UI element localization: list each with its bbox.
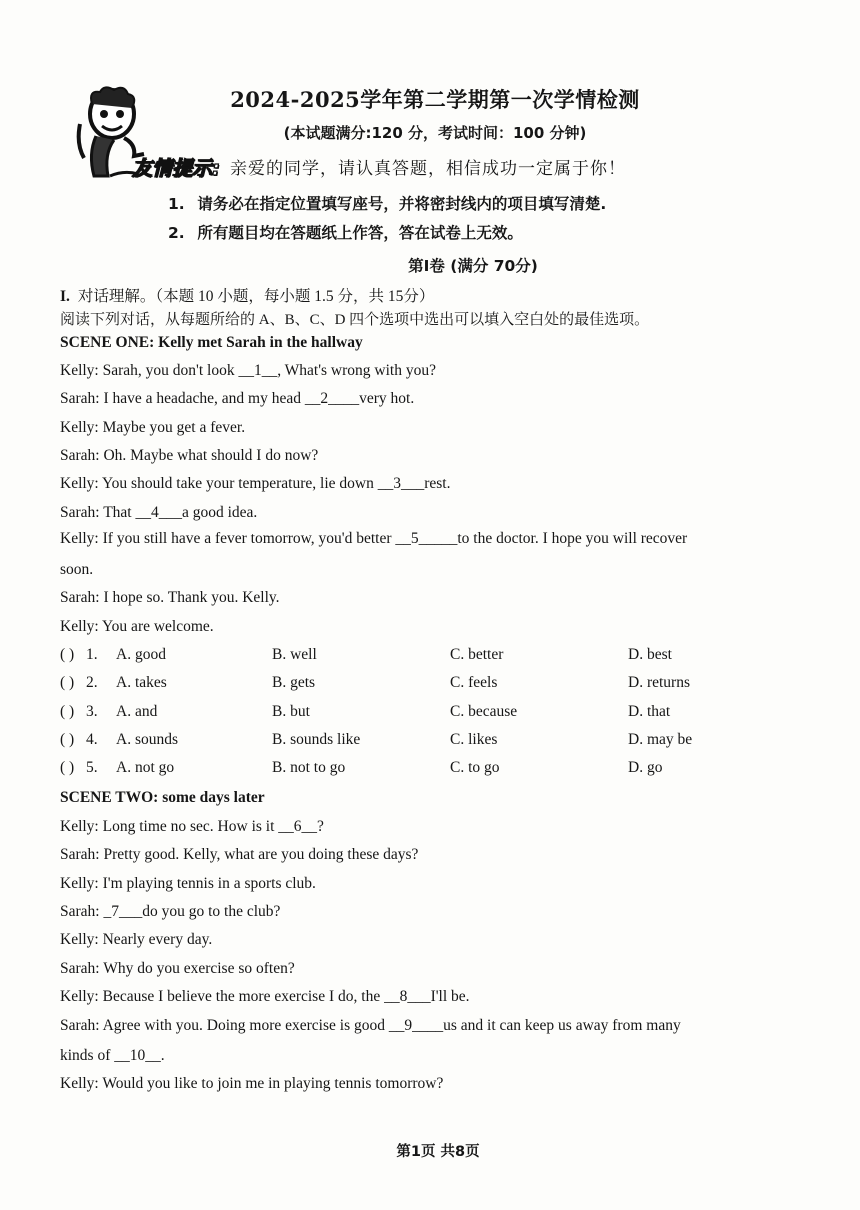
option-d: D. go: [628, 759, 663, 776]
dialogue-line: Sarah: Agree with you. Doing more exercise is good __9____us and it can keep us away from many: [60, 1017, 681, 1034]
option-b: B. but: [272, 703, 310, 720]
friendly-tip: [132, 152, 626, 181]
option-a: A. takes: [116, 674, 167, 691]
option-b: B. sounds like: [272, 731, 361, 748]
option-c: C. feels: [450, 674, 498, 691]
question-number: 3.: [86, 703, 98, 720]
option-a: A. good: [116, 646, 166, 663]
scene-two-title: SCENE TWO: some days later: [60, 789, 265, 806]
option-d: D. best: [628, 646, 672, 663]
option-b: B. not to go: [272, 759, 346, 776]
option-d: D. returns: [628, 674, 690, 691]
scene-one-title: SCENE ONE: Kelly met Sarah in the hallway: [60, 334, 363, 351]
dialogue-line: Kelly: Would you like to join me in playing tennis tomorrow?: [60, 1075, 444, 1092]
notice-item: [168, 221, 523, 243]
option-d: D. may be: [628, 731, 693, 748]
dialogue-line: Kelly: If you still have a fever tomorrow, you'd better __5_____to the doctor. I hope you will recover: [60, 530, 688, 547]
dialogue-line: Kelly: Maybe you get a fever.: [60, 419, 246, 436]
option-a: A. not go: [116, 759, 175, 776]
question-number: 4.: [86, 731, 98, 748]
dialogue-line: Sarah: That __4___a good idea.: [60, 504, 258, 521]
option-b: B. gets: [272, 674, 316, 691]
notice-item: [168, 192, 606, 214]
answer-blank: ( ): [60, 674, 75, 691]
option-a: A. sounds: [116, 731, 179, 748]
question-number: 1.: [86, 646, 98, 663]
exam-subtitle: (本试题满分:120 分，考试时间：100 分钟): [283, 124, 587, 142]
option-a: A. and: [116, 703, 158, 720]
question-number: 2.: [86, 674, 98, 691]
dialogue-line: Sarah: I have a headache, and my head __2____very hot.: [60, 390, 415, 407]
dialogue-line: soon.: [60, 561, 94, 578]
dialogue-line: Sarah: Oh. Maybe what should I do now?: [60, 447, 319, 464]
exam-title: 2024-2025学年第二学期第一次学情检测: [230, 87, 640, 112]
notice-text: 请务必在指定位置填写座号，并将密封线内的项目填写清楚.: [197, 195, 607, 213]
answer-blank: ( ): [60, 703, 75, 720]
dialogue-line: Kelly: Because I believe the more exercise I do, the __8___I'll be.: [60, 988, 470, 1005]
dialogue-line: Kelly: You should take your temperature, lie down __3___rest.: [60, 475, 451, 492]
dialogue-line: Kelly: Nearly every day.: [60, 931, 213, 948]
section-number: I.: [60, 288, 70, 305]
dialogue-line: Sarah: Why do you exercise so often?: [60, 960, 295, 977]
answer-blank: ( ): [60, 731, 75, 748]
answer-blank: ( ): [60, 646, 75, 663]
dialogue-line: Kelly: You are welcome.: [60, 618, 214, 635]
dialogue-line: Sarah: Pretty good. Kelly, what are you doing these days?: [60, 846, 419, 863]
dialogue-line: Kelly: I'm playing tennis in a sports club.: [60, 875, 316, 892]
dialogue-line: Sarah: I hope so. Thank you. Kelly.: [60, 589, 280, 606]
option-c: C. to go: [450, 759, 500, 776]
page-footer: 第1页 共8页: [396, 1144, 480, 1160]
answer-blank: ( ): [60, 759, 75, 776]
tip-label: 友情提示:: [132, 156, 220, 180]
notice-text: 所有题目均在答题纸上作答，答在试卷上无效。: [197, 224, 523, 242]
dialogue-line: Sarah: _7___do you go to the club?: [60, 903, 281, 920]
section-heading-text: 对话理解。（本题 10 小题，每小题 1.5 分，共 15分）: [77, 288, 435, 305]
section-heading: [60, 284, 434, 306]
option-c: C. better: [450, 646, 504, 663]
part-title: 第Ⅰ卷 (满分 70分): [408, 257, 538, 275]
section-instruction: 阅读下列对话，从每题所给的 A、B、C、D 四个选项中选出可以填入空白处的最佳选项。: [60, 312, 650, 328]
option-b: B. well: [272, 646, 317, 663]
option-c: C. likes: [450, 731, 498, 748]
dialogue-line: kinds of __10__.: [60, 1047, 165, 1064]
option-d: D. that: [628, 703, 671, 720]
dialogue-line: Kelly: Sarah, you don't look __1__, What's wrong with you?: [60, 362, 436, 379]
option-c: C. because: [450, 703, 518, 720]
dialogue-line: Kelly: Long time no sec. How is it __6__?: [60, 818, 324, 835]
tip-text: 亲爱的同学，请认真答题，相信成功一定属于你！: [230, 159, 626, 179]
notice-number: 2.: [168, 224, 185, 242]
notice-number: 1.: [168, 195, 185, 213]
question-number: 5.: [86, 759, 98, 776]
